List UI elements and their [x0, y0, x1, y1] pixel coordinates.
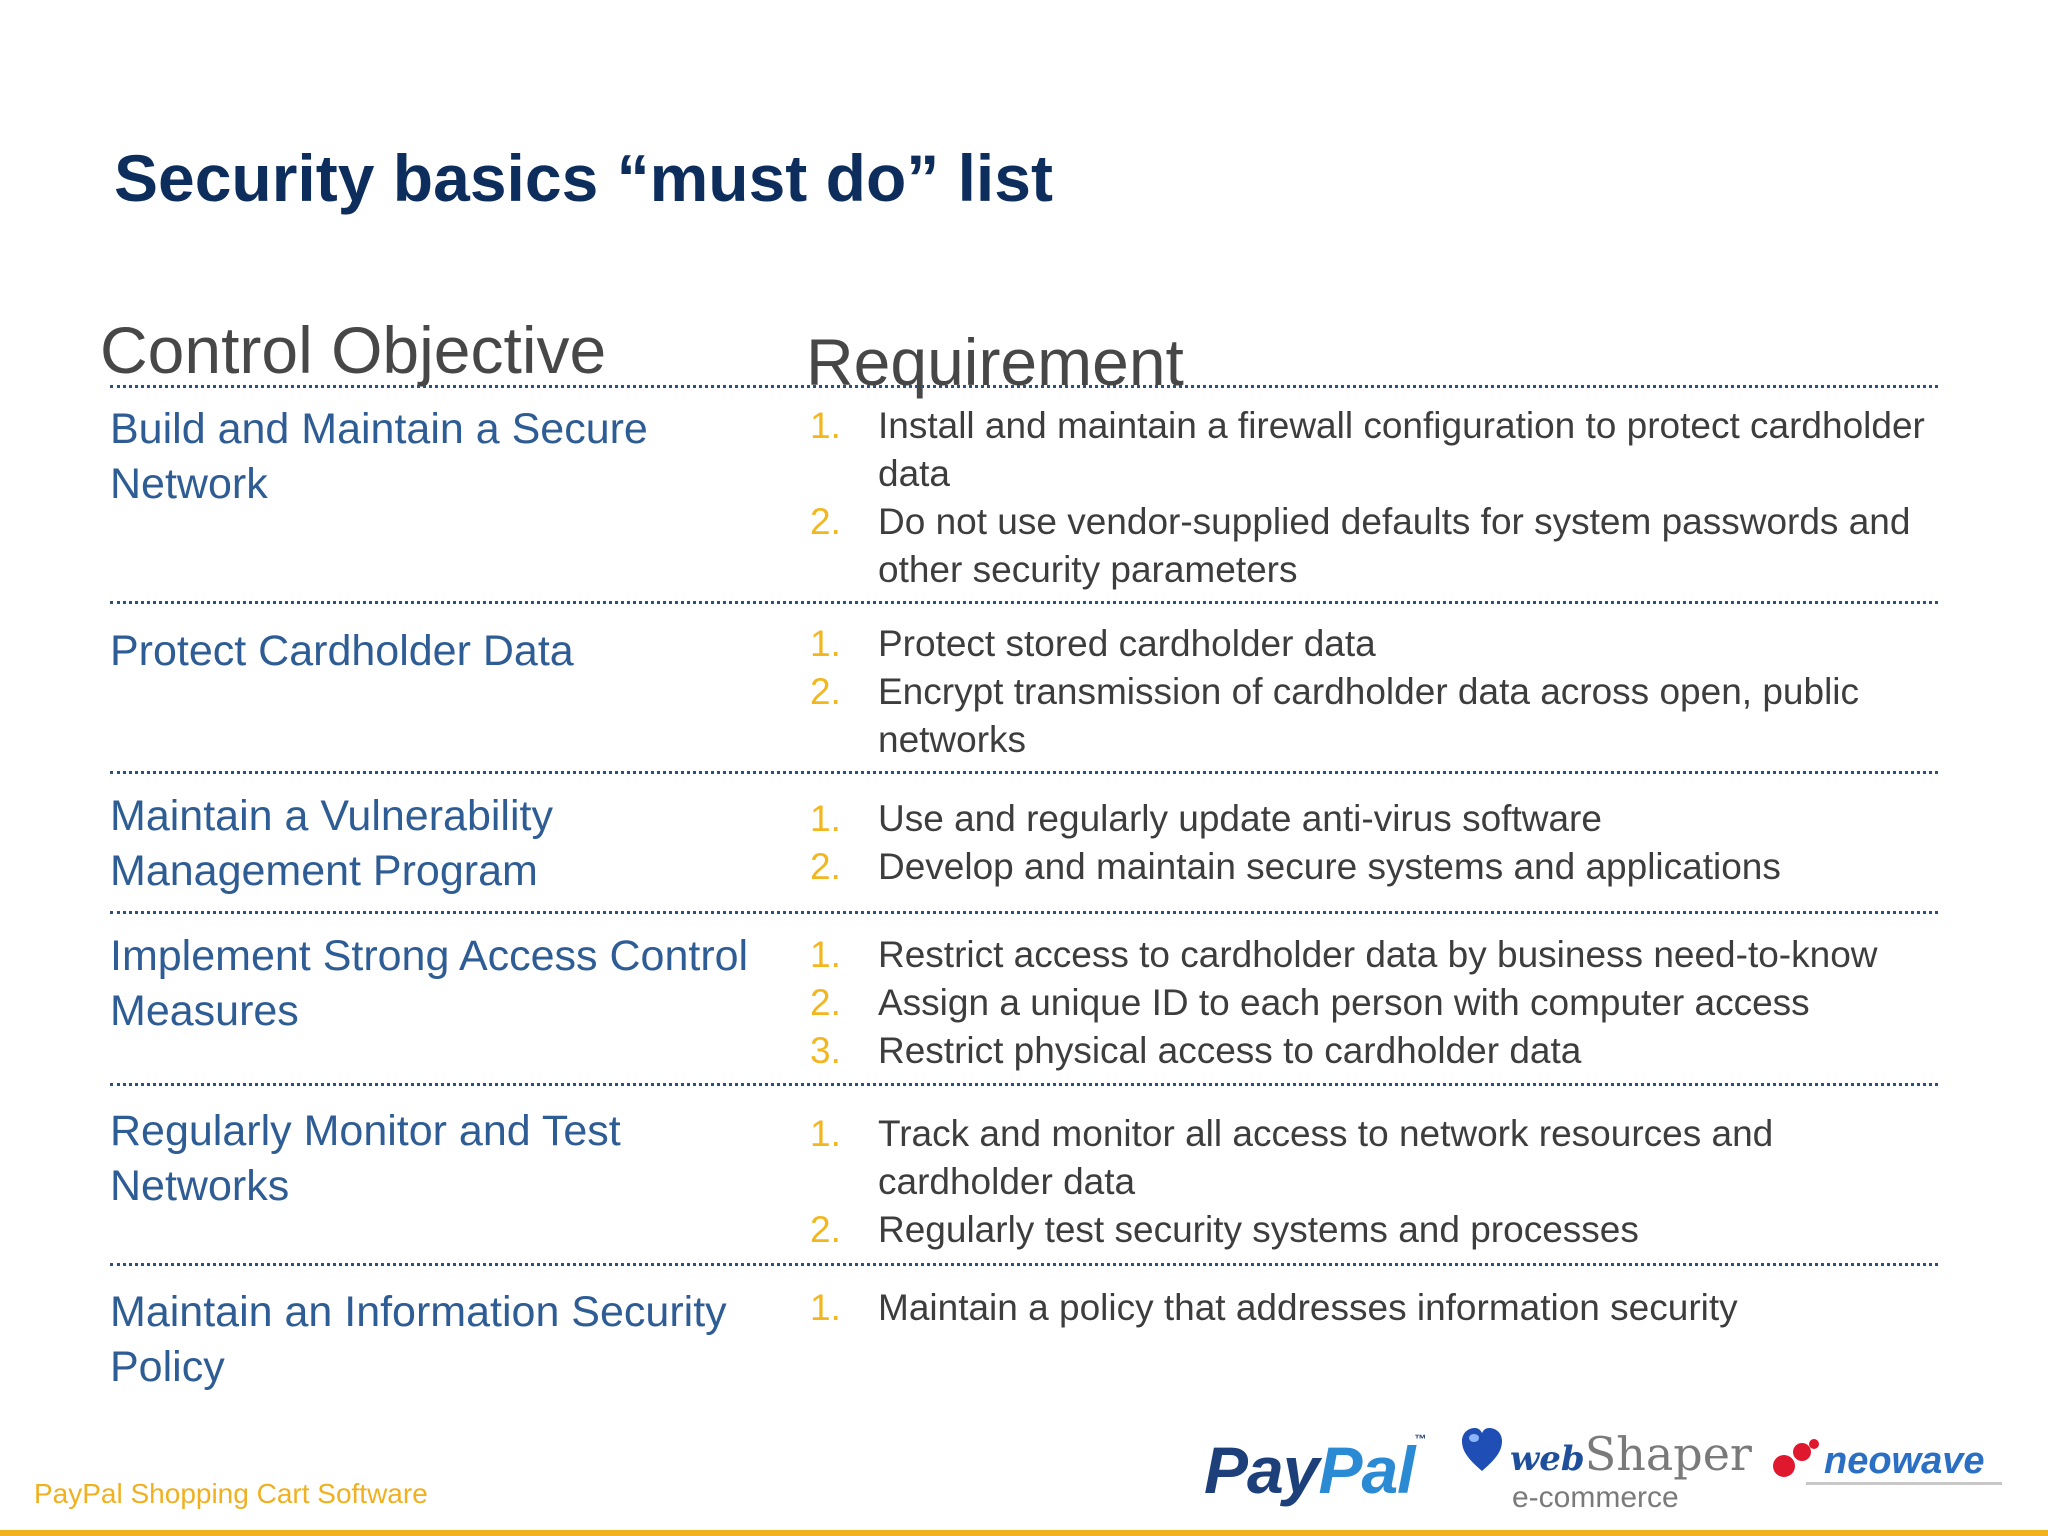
webshaper-name — [1510, 1427, 1752, 1483]
requirement-number: 1. — [810, 623, 841, 664]
requirement-text: Restrict physical access to cardholder data — [878, 1030, 1582, 1071]
requirement-item — [810, 931, 1950, 979]
requirement-list — [810, 402, 1950, 594]
requirement-list — [810, 931, 1950, 1075]
webshaper-logo — [1510, 1427, 1752, 1514]
requirement-number: 2. — [810, 982, 841, 1023]
requirement-text: Encrypt transmission of cardholder data across open, public networks — [878, 671, 1860, 760]
divider — [110, 771, 1938, 774]
control-objective: Implement Strong Access Control Measures — [110, 932, 749, 1035]
webshaper-heart-icon — [1458, 1425, 1506, 1477]
neowave-logo: neowave — [1824, 1440, 1985, 1482]
requirement-number: 1. — [810, 1287, 841, 1328]
paypal-logo-tm: ™ — [1414, 1432, 1426, 1446]
requirement-item — [810, 1027, 1950, 1075]
neowave-dots-icon — [1772, 1438, 1822, 1482]
requirement-list — [810, 1284, 1950, 1332]
requirement-number: 2. — [810, 501, 841, 542]
requirement-text: Install and maintain a firewall configuration to protect cardholder data — [878, 405, 1925, 494]
divider — [110, 1083, 1938, 1086]
paypal-logo-pay: Pay — [1204, 1433, 1319, 1507]
requirement-number: 1. — [810, 798, 841, 839]
requirement-number: 2. — [810, 846, 841, 887]
control-objective: Build and Maintain a Secure Network — [110, 405, 648, 508]
requirement-item — [810, 1206, 1950, 1254]
paypal-logo — [1204, 1432, 1426, 1508]
requirement-list — [810, 795, 1950, 891]
footer-rule — [0, 1530, 2048, 1536]
requirement-text: Protect stored cardholder data — [878, 623, 1376, 664]
webshaper-shaper: Shaper — [1584, 1427, 1752, 1481]
webshaper-subtitle: e-commerce — [1512, 1481, 1679, 1514]
requirement-item — [810, 620, 1950, 668]
requirement-header: Requirement — [806, 325, 1184, 399]
requirement-number: 1. — [810, 934, 841, 975]
control-objective: Maintain an Information Security Policy — [110, 1288, 727, 1391]
requirement-text: Develop and maintain secure systems and applications — [878, 846, 1781, 887]
requirement-item — [810, 402, 1950, 498]
requirement-item — [810, 979, 1950, 1027]
webshaper-web: web — [1510, 1439, 1585, 1479]
control-objective-header: Control Objective — [100, 313, 607, 387]
requirement-text: Regularly test security systems and processes — [878, 1209, 1639, 1250]
requirement-number: 2. — [810, 671, 841, 712]
divider — [110, 1263, 1938, 1266]
divider — [110, 911, 1938, 914]
requirement-item — [810, 795, 1950, 843]
requirement-number: 3. — [810, 1030, 841, 1071]
requirement-text: Restrict access to cardholder data by business need-to-know — [878, 934, 1878, 975]
requirement-item — [810, 1284, 1950, 1332]
requirement-item — [810, 843, 1950, 891]
control-objective: Protect Cardholder Data — [110, 627, 574, 675]
footer-caption: PayPal Shopping Cart Software — [34, 1478, 428, 1509]
requirement-text: Assign a unique ID to each person with computer access — [878, 982, 1810, 1023]
requirement-list — [810, 620, 1950, 764]
requirement-item — [810, 1110, 1950, 1206]
divider — [110, 385, 1938, 388]
requirement-text: Do not use vendor-supplied defaults for system passwords and other security parameters — [878, 501, 1911, 590]
slide-title: Security basics “must do” list — [114, 141, 1053, 215]
paypal-logo-pal: Pal — [1318, 1433, 1415, 1507]
requirement-text: Use and regularly update anti-virus software — [878, 798, 1602, 839]
requirement-item — [810, 668, 1950, 764]
neowave-underline — [1806, 1482, 2002, 1485]
control-objective: Regularly Monitor and Test Networks — [110, 1107, 621, 1210]
divider — [110, 601, 1938, 604]
control-objective: Maintain a Vulnerability Management Program — [110, 792, 553, 895]
requirement-list — [810, 1110, 1950, 1254]
requirement-number: 2. — [810, 1209, 841, 1250]
requirement-number: 1. — [810, 1113, 841, 1154]
requirement-number: 1. — [810, 405, 841, 446]
requirement-item — [810, 498, 1950, 594]
requirement-text: Track and monitor all access to network resources and cardholder data — [878, 1113, 1774, 1202]
requirement-text: Maintain a policy that addresses information security — [878, 1287, 1738, 1328]
